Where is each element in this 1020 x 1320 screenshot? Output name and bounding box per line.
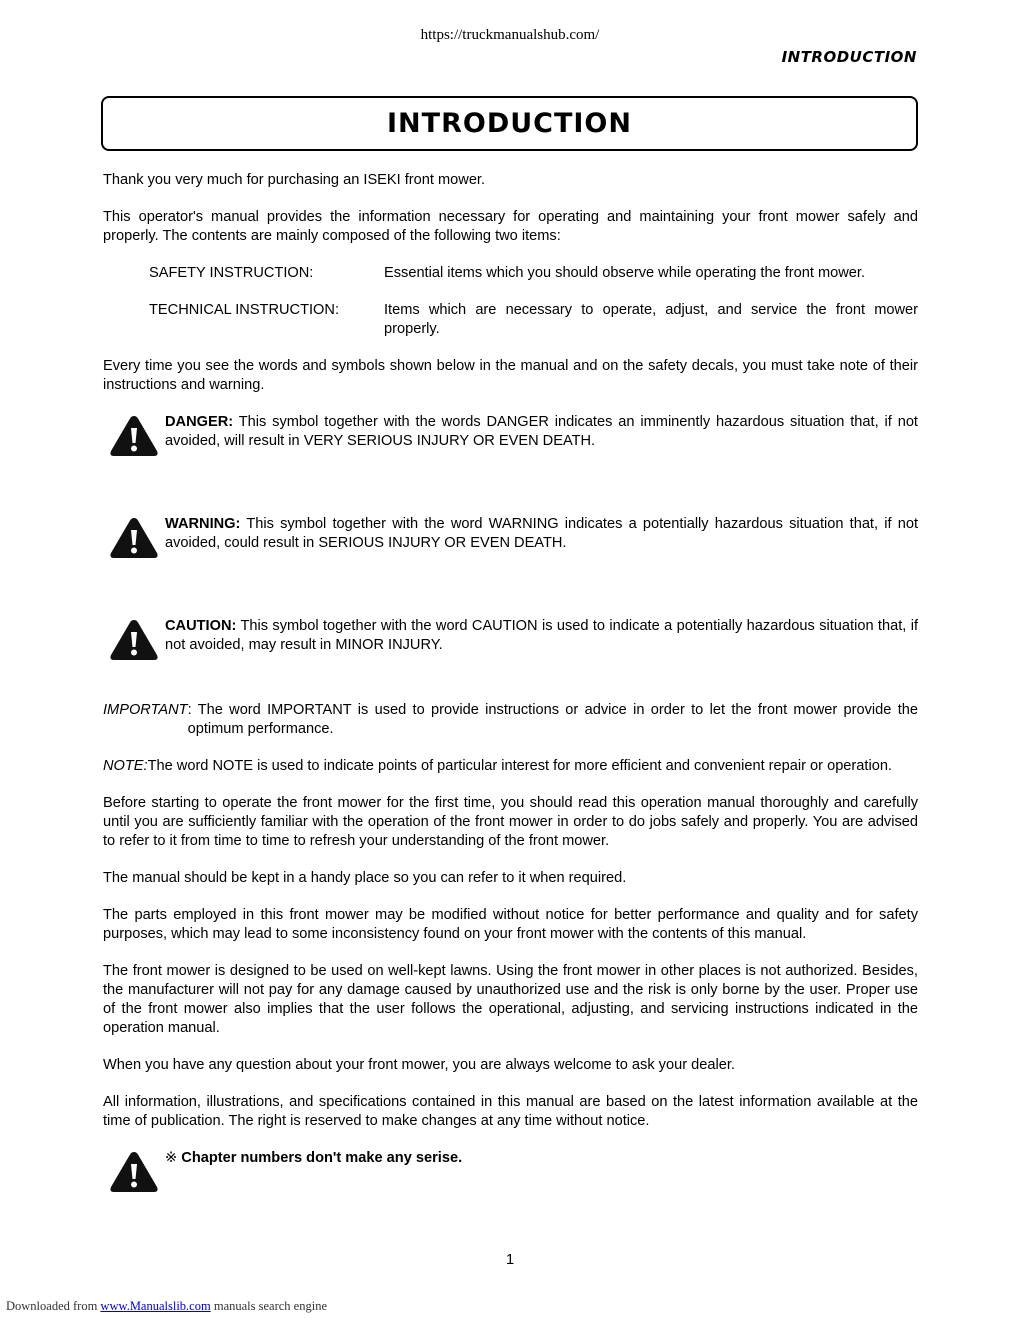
caution-block	[103, 617, 918, 663]
footer-prefix: Downloaded from	[6, 1299, 101, 1313]
danger-label: DANGER:	[165, 414, 234, 430]
paragraph-specifications: All information, illustrations, and specifications contained in this manual are based on the latest information available at the time of publication. The right is reserved to make changes at any time without notice.	[103, 1094, 918, 1129]
caution-text: This symbol together with the word CAUTION is used to indicate a potentially hazardous situation that, if not avoided, may result in MINOR INJURY.	[165, 618, 918, 653]
reference-mark: ※	[165, 1150, 178, 1166]
main-content	[103, 171, 918, 1213]
important-block	[103, 701, 918, 739]
caution-label: CAUTION:	[165, 618, 237, 634]
symbols-intro: Every time you see the words and symbols shown below in the manual and on the safety decals, you must take note of their instructions and warning.	[103, 358, 918, 393]
paragraph-intended-use: The front mower is designed to be used on well-kept lawns. Using the front mower in other places is not authorized. Besides, the manufacturer will not pay for any damage caused by unauthorized use and the risk is only borne by the user. Proper use of the front mower also implies that the user follows the operational, adjusting, and servicing instructions indicated in the operation manual.	[103, 963, 918, 1036]
item-technical-instruction	[149, 301, 918, 339]
note-text: The word NOTE is used to indicate points of particular interest for more efficient and convenient repair or operation.	[147, 758, 892, 774]
page-title: INTRODUCTION	[387, 108, 632, 139]
item-description: Items which are necessary to operate, adjust, and service the front mower properly.	[384, 302, 918, 337]
chapter-note-block	[103, 1149, 918, 1195]
page-number: 1	[505, 1252, 515, 1268]
item-term: SAFETY INSTRUCTION:	[149, 265, 314, 281]
warning-triangle-icon	[103, 413, 165, 459]
paragraph-keep-manual: The manual should be kept in a handy place so you can refer to it when required.	[103, 870, 627, 886]
danger-block	[103, 413, 918, 459]
footer-suffix: manuals search engine	[210, 1299, 327, 1313]
warning-triangle-icon	[103, 617, 165, 663]
warning-label: WARNING:	[165, 516, 241, 532]
danger-text: This symbol together with the words DANGER indicates an imminently hazardous situation that, if not avoided, will result in VERY SERIOUS INJURY OR EVEN DEATH.	[165, 414, 918, 449]
important-label: IMPORTANT	[103, 702, 188, 718]
paragraph-read-manual: Before starting to operate the front mower for the first time, you should read this operation manual thoroughly and carefully until you are sufficiently familiar with the operation of the front mower in order to do jobs safely and properly. You are advised to refer to it from time to time to refresh your understanding of the front mower.	[103, 795, 918, 849]
note-label: NOTE:	[103, 758, 148, 774]
title-box	[101, 96, 918, 151]
item-safety-instruction	[149, 264, 918, 283]
paragraph-parts-modified: The parts employed in this front mower may be modified without notice for better performance and quality and for safety purposes, which may lead to some inconsistency found on your front mower with the contents of this manual.	[103, 907, 918, 942]
manualslib-link[interactable]: www.Manualslib.com	[100, 1299, 211, 1313]
paragraph-ask-dealer: When you have any question about your front mower, you are always welcome to ask your dealer.	[103, 1057, 735, 1073]
chapter-note-text: Chapter numbers don't make any serise.	[177, 1150, 463, 1166]
warning-text: This symbol together with the word WARNING indicates a potentially hazardous situation that, if not avoided, could result in SERIOUS INJURY OR EVEN DEATH.	[165, 516, 918, 551]
intro-paragraph-1: Thank you very much for purchasing an ISEKI front mower.	[103, 172, 486, 188]
item-term: TECHNICAL INSTRUCTION:	[149, 302, 339, 318]
warning-block	[103, 515, 918, 561]
item-description: Essential items which you should observe while operating the front mower.	[384, 265, 866, 281]
important-text: : The word IMPORTANT is used to provide instructions or advice in order to let the front mower provide the optimum performance.	[187, 702, 918, 737]
warning-triangle-icon	[103, 515, 165, 561]
section-header: INTRODUCTION	[781, 48, 917, 66]
source-url: https://truckmanualshub.com/	[420, 27, 600, 43]
intro-paragraph-2: This operator's manual provides the information necessary for operating and maintaining your front mower safely and properly. The contents are mainly composed of the following two items:	[103, 209, 918, 244]
download-footer	[6, 1299, 327, 1314]
warning-triangle-icon	[103, 1149, 165, 1195]
note-block	[103, 757, 918, 776]
